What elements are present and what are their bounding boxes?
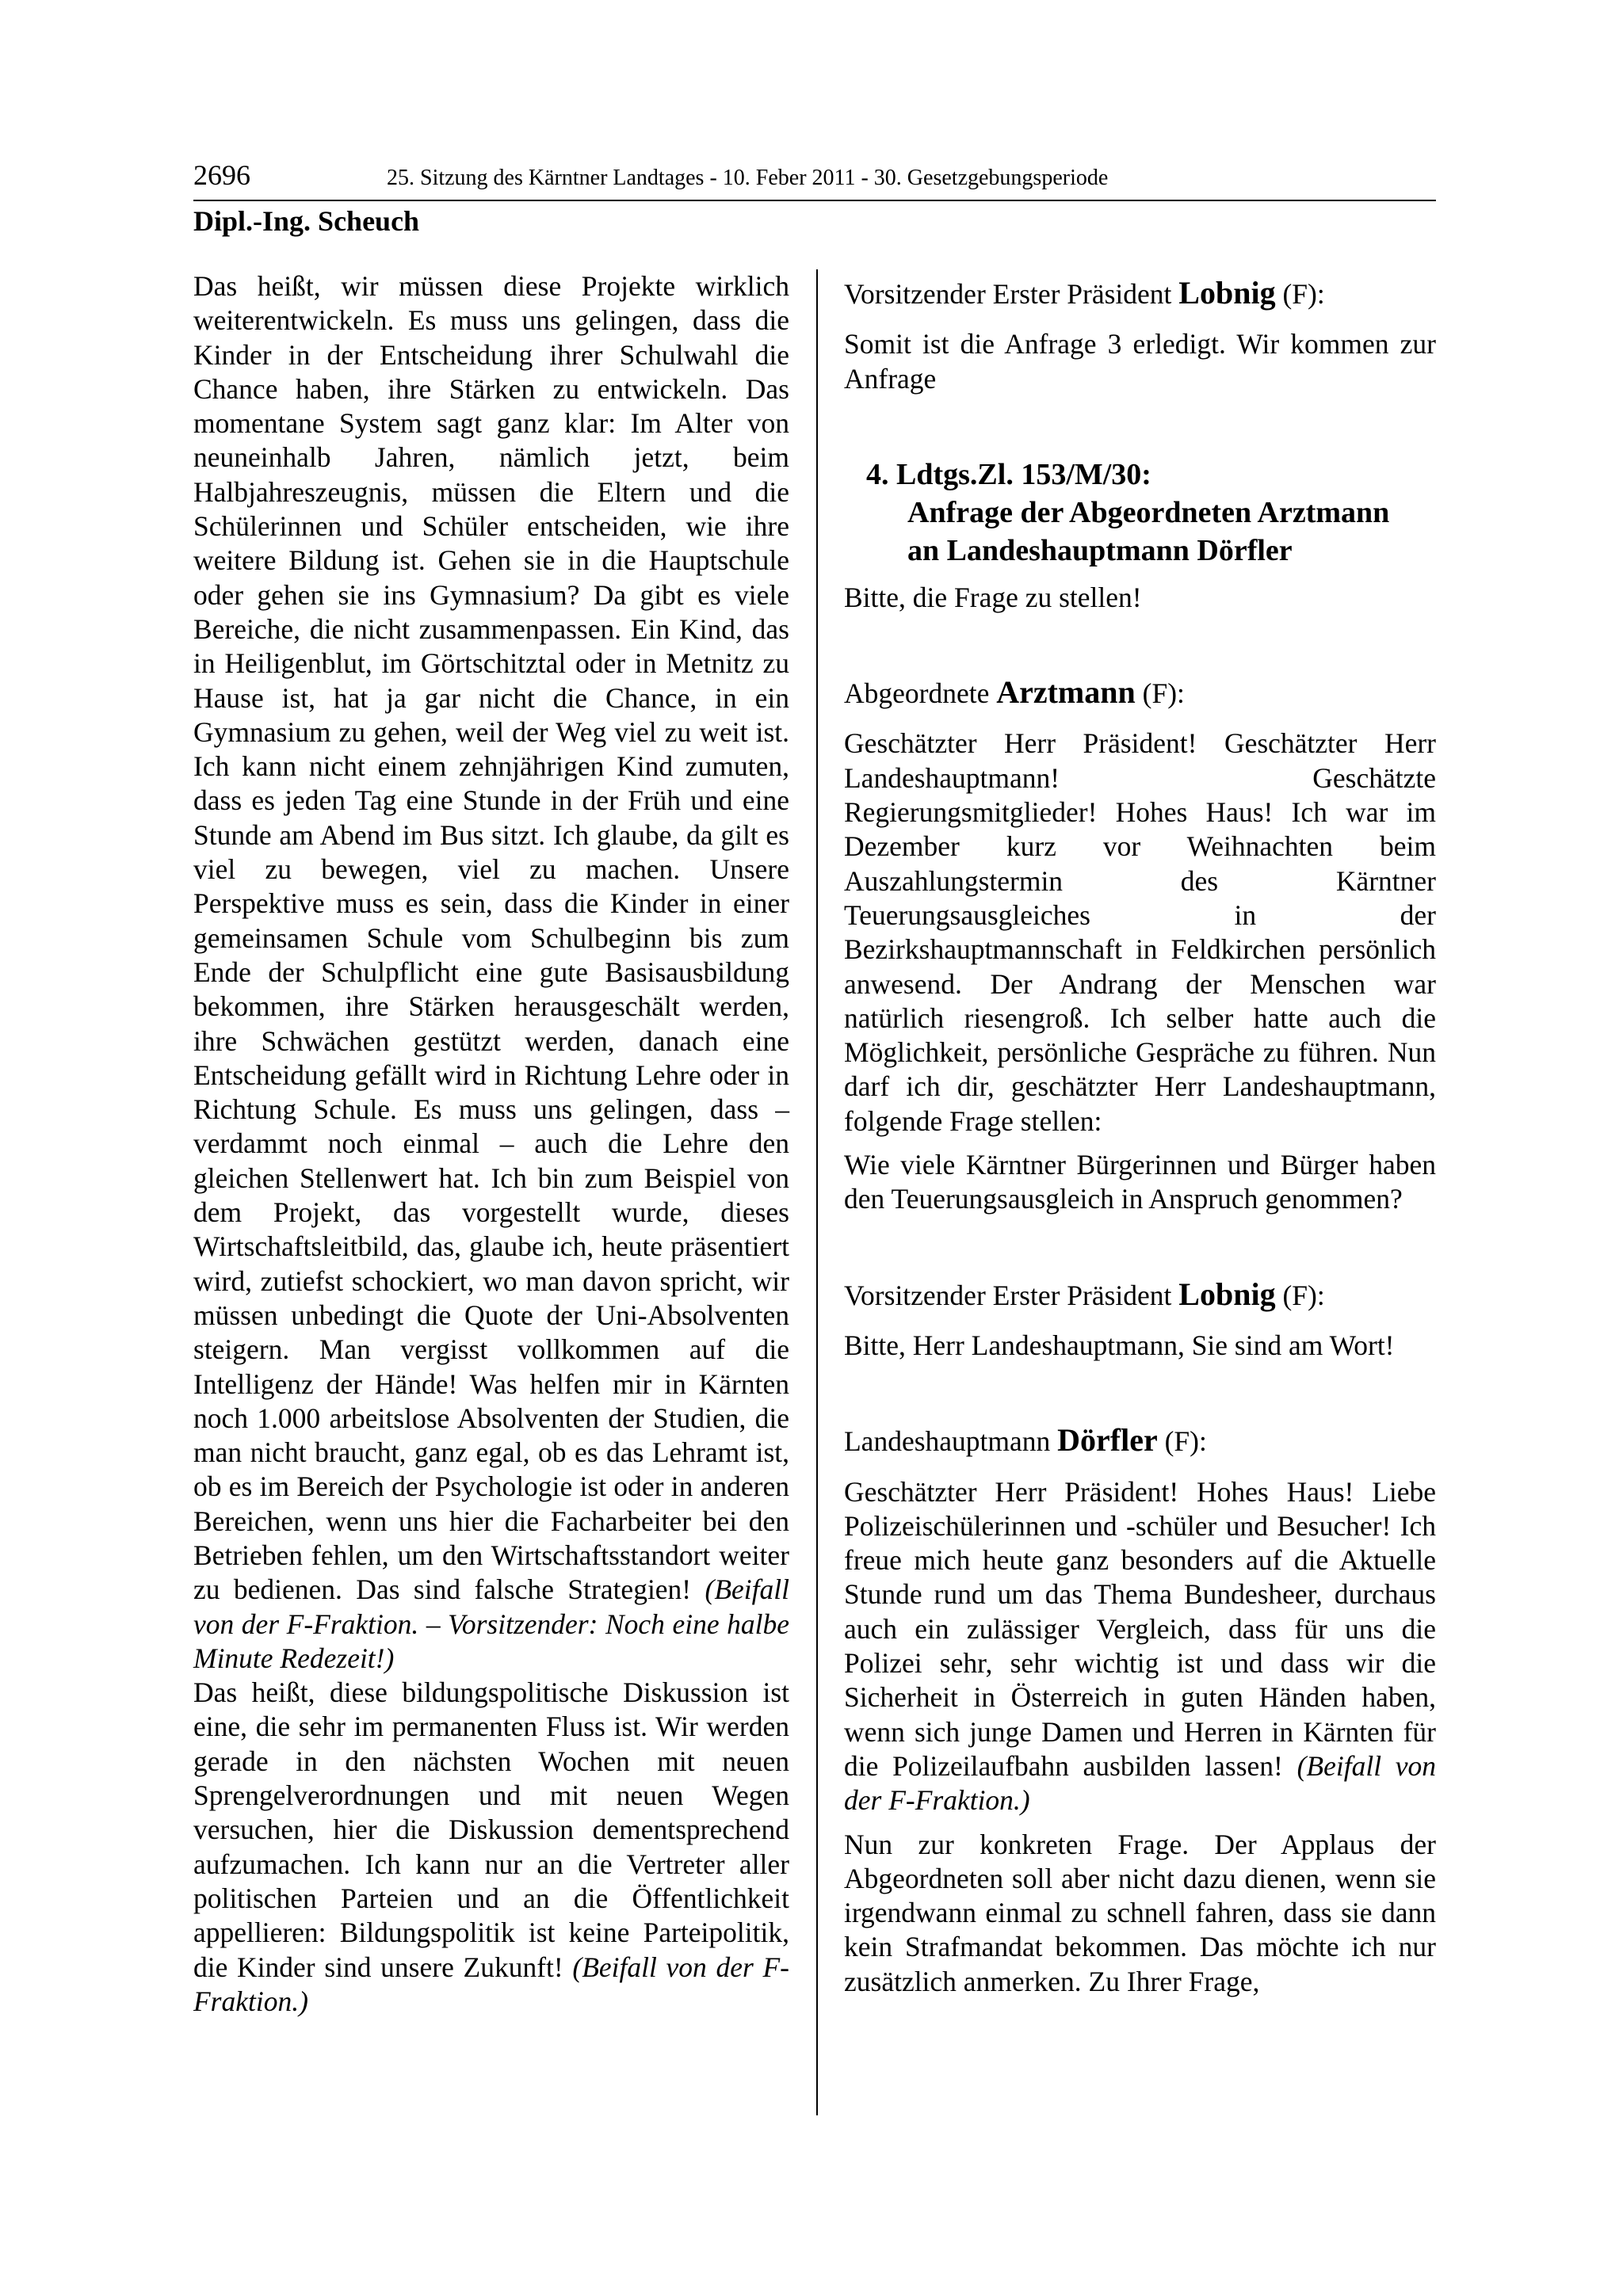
agenda-item <box>866 456 1436 570</box>
right-column <box>844 269 1436 1999</box>
speaker-name: Lobnig <box>1178 1276 1276 1312</box>
agenda-subtitle: an Landeshauptmann Dörfler <box>907 533 1293 567</box>
paragraph: Bitte, Herr Landeshauptmann, Sie sind am Wort! <box>844 1329 1395 1361</box>
paragraph: Nun zur konkreten Frage. Der Applaus der Abgeordneten soll aber nicht dazu dienen, wenn sie irgendwann einmal zu schnell fahren, dass sie dann kein Strafmandat bekommen. Das möchte ich nur zusätzlich anmerken. Zu Ihrer Frage, <box>844 1828 1436 1997</box>
paragraph <box>844 1475 1436 1818</box>
column-divider <box>816 269 818 2115</box>
speaker-line: Vorsitzender Erster Präsident Lobnig (F): <box>844 275 1325 311</box>
speaker-name: Lobnig <box>1178 275 1276 311</box>
header-line <box>193 158 1436 192</box>
paragraph <box>193 1676 789 2019</box>
paragraph: Wie viele Kärntner Bürgerinnen und Bürger haben den Teuerungsausgleich in Anspruch genommen? <box>844 1149 1436 1215</box>
paragraph <box>193 269 789 1676</box>
applause-note: (Beifall von der F-Fraktion.) <box>844 1749 1437 1817</box>
speaker-carry: Dipl.-Ing. Scheuch <box>193 205 420 237</box>
applause-note: (Beifall von der F-Fraktion. – Vorsitzender: Noch eine halbe Minute Redezeit!) <box>193 1573 790 1674</box>
speaker-name: Dörfler <box>1057 1422 1158 1459</box>
speaker-line: Vorsitzender Erster Präsident Lobnig (F): <box>844 1276 1325 1312</box>
paragraph-text: Das heißt, wir müssen diese Projekte wirklich weiterentwickeln. Es muss uns gelingen, dass die Kinder in der Entscheidung ihrer Schulwahl die Chance haben, ihre Stärken zu entwickeln. Das momentane System sagt ganz klar: Im Alter von neuneinhalb Jahren, nämlich jetzt, beim Halbjahreszeugnis, müssen die Eltern und die Schülerinnen und Schüler entscheiden, wie ihre weitere Bildung ist. Gehen sie in die Hauptschule oder gehen sie ins Gymnasium? Da gibt es viele Bereiche, die nicht zusammenpassen. Ein Kind, das in Heiligenblut, im Görtschitztal oder in Metnitz zu Hause ist, hat ja gar nicht die Chance, in ein Gymnasium zu gehen, weil der Weg viel zu weit ist. Ich kann nicht einem zehnjährigen Kind zumuten, dass es jeden Tag eine Stunde in der Früh und eine Stunde am Abend im Bus sitzt. Ich glaube, da gilt es viel zu bewegen, viel zu machen. Unsere Perspektive muss es sein, dass die Kinder in einer gemeinsamen Schule vom Schulbeginn bis zum Ende der Schulpflicht eine gute Basisausbildung bekommen, ihre Stärken herausgeschält werden, ihre Schwächen gestützt werden, danach eine Entscheidung gefällt wird in Richtung Lehre oder in Richtung Schule. Es muss uns gelingen, dass – verdammt noch einmal – auch die Lehre den gleichen Stellenwert hat. Ich bin zum Beispiel von dem Projekt, das vorgestellt wurde, dieses Wirtschaftsleitbild, das, glaube ich, heute präsentiert wird, zutiefst schockiert, wo man davon spricht, wir müssen unbedingt die Quote der Uni-Absolventen steigern. Man vergisst vollkommen auf die Intelligenz der Hände! Was helfen mir in Kärnten noch 1.000 arbeitslose Absolventen der Studien, die man nicht braucht, ganz egal, ob es das Lehramt ist, ob es im Bereich der Psychologie ist oder in anderen Bereichen, wenn uns hier die Facharbeiter bei den Betrieben fehlen, um den Wirtschaftsstandort weiter zu bedienen. Das sind falsche Strategien! <box>193 270 789 1606</box>
paragraph: Bitte, die Frage zu stellen! <box>844 581 1142 613</box>
applause-note: (Beifall von der F-Fraktion.) <box>193 1951 789 2017</box>
speaker-name: Arztmann <box>996 674 1136 711</box>
paragraph-text: Geschätzter Herr Präsident! Hohes Haus! Liebe Polizeischülerinnen und -schüler und Besucher! Ich freue mich heute ganz besonders auf die Aktuelle Stunde rund um das Thema Bundesheer, durchaus auch ein zulässiger Vergleich, dass für uns die Polizei sehr, sehr wichtig ist und dass wir die Sicherheit in Österreich in guten Händen haben, wenn sich junge Damen und Herren in Kärnten für die Polizeilaufbahn ausbilden lassen! <box>844 1475 1436 1782</box>
paragraph-text: Das heißt, diese bildungspolitische Diskussion ist eine, die sehr im permanenten Fluss ist. Wir werden gerade in den nächsten Wochen mit neuen Sprengelverordnungen und mit neuen Wegen versuchen, hier die Diskussion dementsprechend aufzumachen. Ich kann nur an die Vertreter aller politischen Parteien und an die Öffentlichkeit appellieren: Bildungspolitik ist keine Parteipolitik, die Kinder sind unsere Zukunft! <box>193 1676 789 1983</box>
agenda-number: 4. Ldtgs.Zl. 153/M/30: <box>866 457 1151 491</box>
agenda-title: Anfrage der Abgeordneten Arztmann <box>907 495 1390 529</box>
page-header <box>193 158 1436 238</box>
left-column <box>193 269 789 2019</box>
speaker-line: Landeshauptmann Dörfler (F): <box>844 1422 1207 1459</box>
paragraph: Geschätzter Herr Präsident! Geschätzter Herr Landeshauptmann! Geschätzte Regierungsmitglieder! Hohes Haus! Ich war im Dezember kurz vor Weihnachten beim Auszahlungstermin des Kärntner Teuerungsausgleiches in der Bezirkshauptmannschaft in Feldkirchen persönlich anwesend. Der Andrang der Menschen war natürlich riesengroß. Ich selber hatte auch die Möglichkeit, persönliche Gespräche zu führen. Nun darf ich dir, geschätzter Herr Landeshauptmann, folgende Frage stellen: <box>844 727 1436 1137</box>
speaker-line: Abgeordnete Arztmann (F): <box>844 674 1185 711</box>
header-rule <box>193 200 1436 201</box>
paragraph: Somit ist die Anfrage 3 erledigt. Wir kommen zur Anfrage <box>844 328 1436 395</box>
running-title: 25. Sitzung des Kärntner Landtages - 10. Feber 2011 - 30. Gesetzgebungsperiode <box>387 166 1109 190</box>
page-number: 2696 <box>193 159 250 191</box>
